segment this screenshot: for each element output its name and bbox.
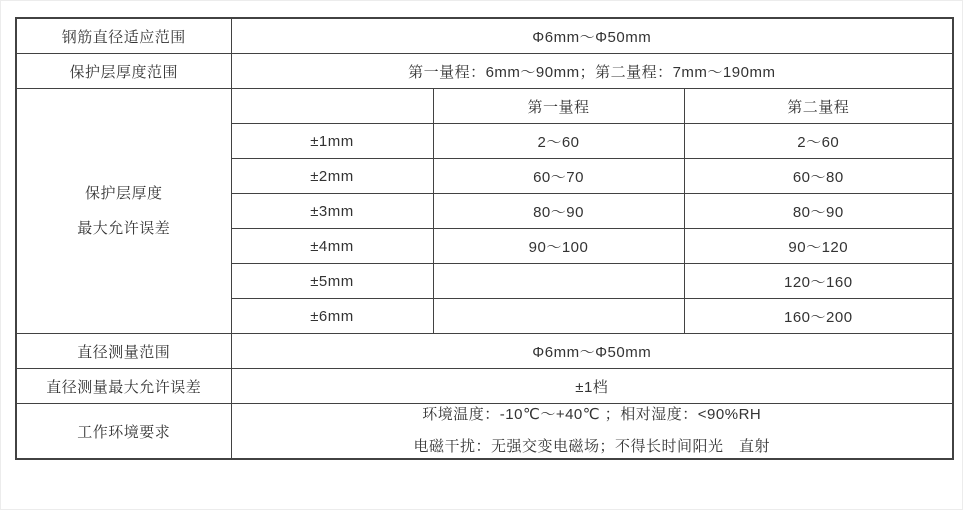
tolerance-value: ±3mm	[231, 194, 433, 229]
value-work-environment	[231, 404, 953, 460]
max-error-label-line1: 保护层厚度	[84, 184, 163, 202]
row-label-cover-thickness-range: 保护层厚度范围	[16, 54, 231, 89]
tolerance-value: ±2mm	[231, 159, 433, 194]
table-row	[16, 334, 953, 369]
row-label-rebar-diameter-range: 钢筋直径适应范围	[16, 18, 231, 54]
row-label-max-allowed-error	[16, 89, 231, 334]
range2-value: 160～200	[684, 299, 953, 334]
range2-value: 80～90	[684, 194, 953, 229]
range1-value: 80～90	[433, 194, 684, 229]
value-rebar-diameter-range: Φ6mm～Φ50mm	[231, 18, 953, 54]
value-diameter-measure-range: Φ6mm～Φ50mm	[231, 334, 953, 369]
tolerance-value: ±4mm	[231, 229, 433, 264]
tolerance-value: ±6mm	[231, 299, 433, 334]
table-row	[16, 18, 953, 54]
tolerance-value: ±1mm	[231, 124, 433, 159]
range1-value: 90～100	[433, 229, 684, 264]
range2-value: 2～60	[684, 124, 953, 159]
tolerance-value: ±5mm	[231, 264, 433, 299]
row-label-work-environment: 工作环境要求	[16, 404, 231, 460]
range2-value: 60～80	[684, 159, 953, 194]
table-row	[16, 404, 953, 460]
table-row	[16, 54, 953, 89]
max-error-label-line2: 最大允许误差	[77, 219, 171, 237]
environment-temperature-humidity: 环境温度：-10℃～+40℃ ；相对湿度：<90%RH	[422, 406, 762, 423]
range2-value: 120～160	[684, 264, 953, 299]
range1-value	[433, 299, 684, 334]
range1-value: 60～70	[433, 159, 684, 194]
column-header-range1: 第一量程	[433, 89, 684, 124]
range1-value	[433, 264, 684, 299]
table-row	[16, 369, 953, 404]
range2-value: 90～120	[684, 229, 953, 264]
empty-cell	[231, 89, 433, 124]
environment-emi-sunlight: 电磁干扰：无强交变电磁场；不得长时间阳光 直射	[413, 438, 771, 455]
row-label-diameter-max-error: 直径测量最大允许误差	[16, 369, 231, 404]
column-header-range2: 第二量程	[684, 89, 953, 124]
value-diameter-max-error: ±1档	[231, 369, 953, 404]
specification-table	[15, 17, 954, 460]
range1-value: 2～60	[433, 124, 684, 159]
table-row	[16, 89, 953, 124]
value-cover-thickness-range: 第一量程：6mm～90mm；第二量程：7mm～190mm	[231, 54, 953, 89]
row-label-diameter-measure-range: 直径测量范围	[16, 334, 231, 369]
